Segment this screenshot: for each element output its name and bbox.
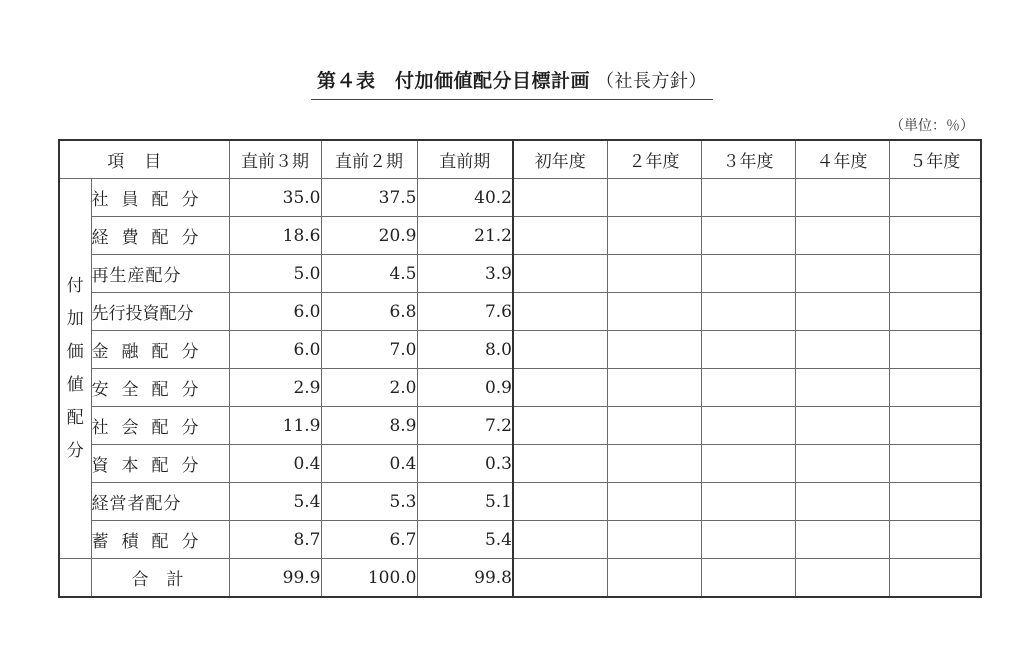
cell-value: 35.0 xyxy=(229,179,321,217)
plan-cell xyxy=(701,521,795,559)
plan-cell xyxy=(701,559,795,598)
plan-cell xyxy=(513,331,607,369)
plan-cell xyxy=(513,293,607,331)
cell-value: 7.2 xyxy=(417,407,513,445)
plan-cell xyxy=(795,559,889,598)
plan-cell xyxy=(607,559,701,598)
plan-cell xyxy=(795,445,889,483)
table-row xyxy=(59,293,981,331)
table-row xyxy=(59,369,981,407)
row-label: 安全配分 xyxy=(91,369,229,407)
title-main: 第４表 付加価値配分目標計画 xyxy=(316,70,590,92)
plan-cell xyxy=(513,255,607,293)
cell-value: 5.4 xyxy=(229,483,321,521)
plan-cell xyxy=(607,521,701,559)
row-label: 資本配分 xyxy=(91,445,229,483)
cell-value: 37.5 xyxy=(321,179,417,217)
group-label-char: 配 xyxy=(66,407,84,428)
value-added-distribution-table xyxy=(58,139,982,598)
plan-cell xyxy=(889,559,981,598)
plan-cell xyxy=(607,293,701,331)
plan-cell xyxy=(513,445,607,483)
plan-cell xyxy=(795,293,889,331)
cell-value: 5.3 xyxy=(321,483,417,521)
cell-value: 8.0 xyxy=(417,331,513,369)
cell-value: 18.6 xyxy=(229,217,321,255)
plan-cell xyxy=(701,217,795,255)
plan-cell xyxy=(513,559,607,598)
cell-value: 20.9 xyxy=(321,217,417,255)
plan-cell xyxy=(513,179,607,217)
cell-value: 0.4 xyxy=(229,445,321,483)
plan-cell xyxy=(607,331,701,369)
title-container xyxy=(0,66,1024,100)
plan-cell xyxy=(513,483,607,521)
plan-cell xyxy=(795,255,889,293)
plan-cell xyxy=(513,521,607,559)
table-row xyxy=(59,521,981,559)
header-period-3: 直前期 xyxy=(417,140,513,179)
total-label: 合計 xyxy=(91,559,229,598)
plan-cell xyxy=(701,179,795,217)
cell-value: 11.9 xyxy=(229,407,321,445)
row-label: 蓄積配分 xyxy=(91,521,229,559)
plan-cell xyxy=(889,255,981,293)
table-title xyxy=(311,66,713,100)
plan-cell xyxy=(889,217,981,255)
group-label-char: 付 xyxy=(66,275,84,296)
table-row xyxy=(59,331,981,369)
plan-cell xyxy=(701,483,795,521)
cell-value: 8.9 xyxy=(321,407,417,445)
row-label: 経営者配分 xyxy=(91,483,229,521)
plan-cell xyxy=(889,483,981,521)
total-value: 99.9 xyxy=(229,559,321,598)
cell-value: 8.7 xyxy=(229,521,321,559)
group-label-char: 分 xyxy=(66,440,84,461)
cell-value: 5.0 xyxy=(229,255,321,293)
plan-cell xyxy=(513,217,607,255)
cell-value: 2.9 xyxy=(229,369,321,407)
plan-cell xyxy=(701,331,795,369)
plan-cell xyxy=(889,179,981,217)
plan-cell xyxy=(795,521,889,559)
plan-cell xyxy=(889,293,981,331)
plan-cell xyxy=(607,407,701,445)
title-sub: （社長方針） xyxy=(596,71,707,92)
plan-cell xyxy=(513,407,607,445)
cell-value: 21.2 xyxy=(417,217,513,255)
plan-cell xyxy=(795,179,889,217)
plan-cell xyxy=(889,331,981,369)
plan-cell xyxy=(607,255,701,293)
header-period-2: 直前２期 xyxy=(321,140,417,179)
plan-cell xyxy=(701,407,795,445)
total-row xyxy=(59,559,981,598)
plan-cell xyxy=(607,369,701,407)
table-row xyxy=(59,179,981,217)
plan-cell xyxy=(795,331,889,369)
plan-cell xyxy=(607,483,701,521)
plan-cell xyxy=(889,521,981,559)
cell-value: 0.4 xyxy=(321,445,417,483)
cell-value: 6.0 xyxy=(229,293,321,331)
cell-value: 0.9 xyxy=(417,369,513,407)
row-label: 社員配分 xyxy=(91,179,229,217)
cell-value: 6.0 xyxy=(229,331,321,369)
group-label-char: 加 xyxy=(66,308,84,329)
row-label: 先行投資配分 xyxy=(91,293,229,331)
header-plan-year-4: ４年度 xyxy=(795,140,889,179)
header-period-1: 直前３期 xyxy=(229,140,321,179)
header-row xyxy=(59,140,981,179)
cell-value: 40.2 xyxy=(417,179,513,217)
header-plan-year-2: ２年度 xyxy=(607,140,701,179)
cell-value: 6.8 xyxy=(321,293,417,331)
cell-value: 0.3 xyxy=(417,445,513,483)
row-label: 金融配分 xyxy=(91,331,229,369)
table-row xyxy=(59,255,981,293)
row-label: 社会配分 xyxy=(91,407,229,445)
cell-value: 5.4 xyxy=(417,521,513,559)
total-value: 99.8 xyxy=(417,559,513,598)
cell-value: 3.9 xyxy=(417,255,513,293)
cell-value: 7.0 xyxy=(321,331,417,369)
group-label-char: 価 xyxy=(66,341,84,362)
plan-cell xyxy=(607,445,701,483)
cell-value: 5.1 xyxy=(417,483,513,521)
row-label: 再生産配分 xyxy=(91,255,229,293)
plan-cell xyxy=(513,369,607,407)
cell-value: 6.7 xyxy=(321,521,417,559)
row-label: 経費配分 xyxy=(91,217,229,255)
plan-cell xyxy=(795,217,889,255)
table-row xyxy=(59,445,981,483)
unit-note: （単位：％） xyxy=(890,118,974,134)
table-row xyxy=(59,217,981,255)
total-value: 100.0 xyxy=(321,559,417,598)
plan-cell xyxy=(795,407,889,445)
cell-value: 7.6 xyxy=(417,293,513,331)
cell-value: 4.5 xyxy=(321,255,417,293)
group-label-char: 値 xyxy=(66,374,84,395)
table-row xyxy=(59,407,981,445)
plan-cell xyxy=(889,407,981,445)
total-group-cell xyxy=(59,559,91,598)
group-label-value-added-distribution xyxy=(59,179,91,559)
plan-cell xyxy=(795,483,889,521)
plan-cell xyxy=(701,369,795,407)
plan-cell xyxy=(701,445,795,483)
header-item: 項目 xyxy=(59,140,229,179)
plan-cell xyxy=(795,369,889,407)
table-row xyxy=(59,483,981,521)
cell-value: 2.0 xyxy=(321,369,417,407)
plan-cell xyxy=(889,369,981,407)
plan-cell xyxy=(701,293,795,331)
header-plan-year-1: 初年度 xyxy=(513,140,607,179)
header-plan-year-5: ５年度 xyxy=(889,140,981,179)
plan-cell xyxy=(889,445,981,483)
plan-cell xyxy=(701,255,795,293)
plan-cell xyxy=(607,217,701,255)
plan-cell xyxy=(607,179,701,217)
header-plan-year-3: ３年度 xyxy=(701,140,795,179)
